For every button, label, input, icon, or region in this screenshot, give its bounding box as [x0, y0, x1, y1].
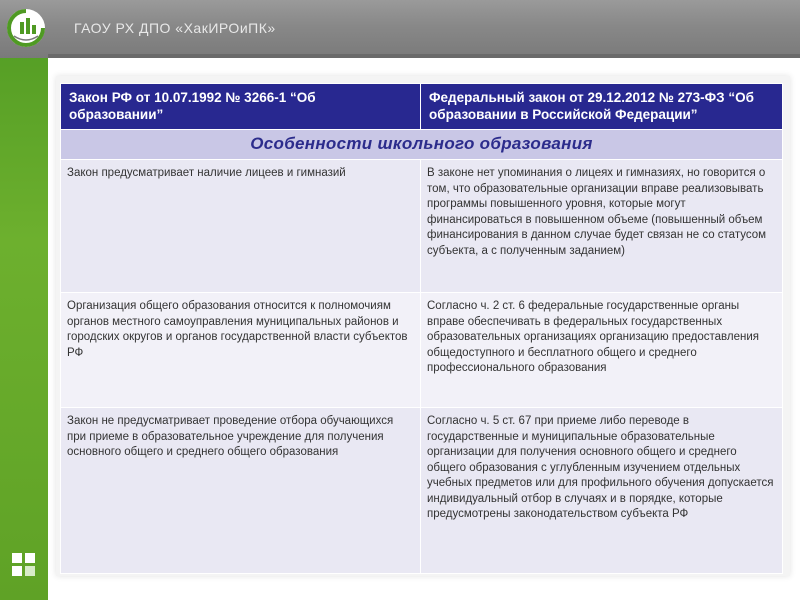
institute-logo-icon — [4, 6, 48, 50]
left-green-strip — [0, 0, 48, 600]
law-comparison-table — [60, 83, 783, 574]
new-law-cell: Согласно ч. 5 ст. 67 при приеме либо переводе в государственные и муниципальные образовательные организации для получения основного общего и среднего общего образования с углубленным изучением отдельных учебных предметов или для профильного обучения допускается индивидуальный отбор в случаях и в порядке, которые предусмотрены законодательством субъекта РФ — [421, 408, 783, 574]
table-row — [61, 160, 783, 293]
new-law-cell: В законе нет упоминания о лицеях и гимназиях, но говорится о том, что образовательные организации вправе реализовывать программы повышенного уровня, которые могут финансироваться в повышенном объеме (повышенный объем финансирования в данном случае будет связан не со статусом субъекта, а с полученным заданием) — [421, 160, 783, 293]
table-header-row — [61, 84, 783, 130]
column-header-old-law: Закон РФ от 10.07.1992 № 3266-1 “Об образовании” — [61, 84, 421, 130]
old-law-cell: Закон предусматривает наличие лицеев и гимназий — [61, 160, 421, 293]
section-title: Особенности школьного образования — [61, 130, 783, 160]
old-law-cell: Закон не предусматривает проведение отбора обучающихся при приеме в образовательное учреждение для получения основного общего и среднего общего образования — [61, 408, 421, 574]
old-law-cell: Организация общего образования относится к полномочиям органов местного самоуправления муниципальных районов и городских округов и органов государственной власти субъектов РФ — [61, 293, 421, 408]
table-row — [61, 293, 783, 408]
decorative-squares-icon — [12, 553, 40, 581]
section-row — [61, 130, 783, 160]
organization-title: ГАОУ РХ ДПО «ХакИРОиПК» — [74, 20, 276, 36]
new-law-cell: Согласно ч. 2 ст. 6 федеральные государственные органы вправе обеспечивать в федеральных государственных образовательных организациях организацию предоставления общедоступного и бесплатного общего и среднего профессионального образования — [421, 293, 783, 408]
table-row — [61, 408, 783, 574]
column-header-new-law: Федеральный закон от 29.12.2012 № 273-ФЗ “Об образовании в Российской Федерации” — [421, 84, 783, 130]
